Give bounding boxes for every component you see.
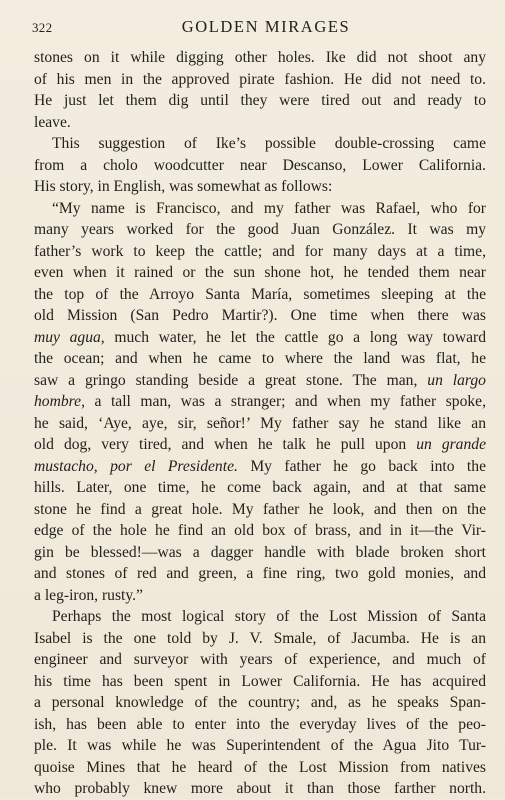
text-run: saw a gringo standing beside a great stone. The man,: [34, 371, 428, 389]
italic-phrase: muy agua,: [34, 328, 105, 346]
text-run: a tall man, was a stranger; and when my father spoke,: [84, 393, 486, 410]
text-run: the top of the Arroyo Santa María, sometimes sleeping at the: [34, 285, 486, 303]
italic-phrase: un grande: [416, 436, 486, 453]
italic-phrase: hombre,: [34, 393, 85, 410]
text-line: [34, 735, 486, 757]
text-line: [34, 112, 486, 134]
text-run: many years worked for the good Juan González. It was my: [34, 221, 486, 238]
text-line: [34, 757, 486, 779]
text-run: he said, ‘Aye, aye, sir, señor!’ My father say he stand like an: [34, 414, 486, 432]
text-line: [34, 585, 486, 607]
text-run: gin be blessed!—was a dagger handle with blade broken short: [34, 543, 486, 561]
text-run: from a cholo woodcutter near Descanso, Lower California.: [34, 156, 486, 174]
text-line: [34, 671, 486, 693]
text-line: [34, 391, 486, 413]
text-line: [34, 692, 486, 714]
text-run: a leg-iron, rusty.”: [34, 586, 143, 604]
text-run: ple. It was while he was Superintendent of the Agua Jito Tur-: [34, 737, 486, 754]
text-run: engineer and surveyor with years of experience, and much of: [34, 651, 486, 668]
text-run: even when it rained or the sun shone hot, he tended them near: [34, 264, 486, 281]
text-run: old dog, very tired, and when he talk he pull upon: [34, 436, 417, 453]
text-run: the ocean; and when he came to where the land was flat, he: [34, 350, 486, 367]
text-run: who probably knew more about it than those farther north.: [34, 780, 486, 797]
text-run: This suggestion of Ike’s possible double-crossing came: [52, 135, 486, 152]
text-run: Perhaps the most logical story of the Lost Mission of Santa: [52, 608, 486, 625]
body-text: [34, 47, 486, 800]
text-run: his time has been spent in Lower California. He has acquired: [34, 672, 486, 690]
page-header: [32, 17, 482, 39]
text-line: [34, 90, 486, 112]
text-line: [34, 413, 486, 435]
text-line: [34, 155, 486, 177]
text-run: stones on it while digging other holes. Ike did not shoot any: [34, 49, 486, 66]
text-run: quoise Mines that he heard of the Lost Mission from natives: [34, 758, 486, 776]
text-run: He just let them dig until they were tired out and ready to: [34, 92, 486, 109]
running-title: GOLDEN MIRAGES: [181, 17, 351, 36]
text-run: stone he find a great hole. My father he look, and then on the: [34, 500, 486, 518]
text-line: [34, 606, 486, 628]
text-run: a personal knowledge of the country; and, as he speaks Span-: [34, 694, 486, 711]
text-run: and stones of red and green, a fine ring, two gold monies, and: [34, 565, 486, 582]
text-line: [34, 520, 486, 542]
text-line: [34, 370, 486, 392]
italic-phrase: un largo: [427, 371, 486, 389]
text-line: [34, 434, 486, 456]
text-line: [34, 47, 486, 69]
text-line: [34, 327, 486, 349]
text-line: [34, 176, 486, 198]
page-number: 322: [32, 20, 53, 35]
text-line: [34, 628, 486, 650]
text-run: “My name is Francisco, and my father was Rafael, who for: [52, 199, 486, 217]
text-run: edge of the hole he find an old box of brass, and in it—the Vir-: [34, 522, 486, 539]
text-run: father’s work to keep the cattle; and for many days at a time,: [34, 242, 486, 260]
text-line: [34, 563, 486, 585]
italic-phrase: mustacho, por el Presidente.: [34, 457, 238, 475]
text-run: leave.: [34, 113, 71, 131]
text-line: [34, 198, 486, 220]
text-run: My father he go back into the: [237, 457, 486, 475]
text-run: hills. Later, one time, he come back again, and at that same: [34, 479, 486, 496]
text-line: [34, 714, 486, 736]
text-line: [34, 499, 486, 521]
text-line: [34, 219, 486, 241]
text-line: [34, 241, 486, 263]
text-run: old Mission (San Pedro Martir?). One time when there was: [34, 307, 486, 324]
text-line: [34, 456, 486, 478]
text-line: [34, 69, 486, 91]
text-run: ish, has been able to enter into the everyday lives of the peo-: [34, 715, 486, 733]
text-line: [34, 284, 486, 306]
text-run: much water, he let the cattle go a long way toward: [104, 328, 486, 346]
text-line: [34, 649, 486, 671]
text-run: Isabel is the one told by J. V. Smale, of Jacumba. He is an: [34, 629, 486, 647]
text-line: [34, 262, 486, 284]
text-line: [34, 348, 486, 370]
text-line: [34, 305, 486, 327]
text-run: His story, in English, was somewhat as follows:: [34, 178, 333, 195]
text-line: [34, 778, 486, 800]
text-line: [34, 542, 486, 564]
text-line: [34, 133, 486, 155]
text-run: of his men in the approved pirate fashion. He did not need to.: [34, 70, 486, 88]
text-line: [34, 477, 486, 499]
